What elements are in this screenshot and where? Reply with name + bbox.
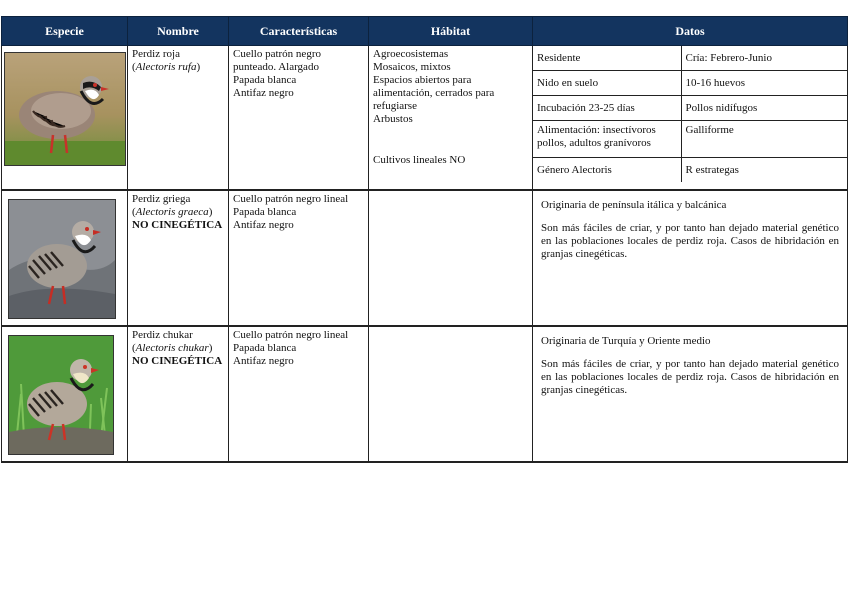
header-datos: Datos <box>533 17 848 46</box>
scientific-paren-open: ( <box>132 205 136 218</box>
nombre-cell <box>128 46 229 190</box>
common-name: Perdiz chukar <box>132 328 193 341</box>
origin-text: Originaria de península itálica y balcánica <box>541 198 727 211</box>
datos-value: Residente <box>533 46 681 71</box>
datos-value: Galliforme <box>681 121 847 158</box>
datos-row <box>533 158 847 183</box>
datos-row <box>533 71 847 96</box>
datos-value: Alimentación: insectívoros pollos, adultos granívoros <box>533 121 681 158</box>
scientific-paren-open: ( <box>132 61 136 73</box>
header-caracteristicas: Características <box>229 17 369 46</box>
trait: Antifaz negro <box>233 218 294 231</box>
trait: Antifaz negro <box>233 87 294 99</box>
scientific-name-line <box>132 61 224 74</box>
common-name: Perdiz griega <box>132 192 191 205</box>
datos-value: R estrategas <box>681 158 847 183</box>
scientific-name: Alectoris chukar <box>135 341 209 354</box>
datos-cell <box>533 46 848 190</box>
species-photo-cell <box>2 326 128 462</box>
datos-value: Incubación 23-25 días <box>533 96 681 121</box>
habitat-item: Arbustos <box>373 113 413 125</box>
table-row <box>2 190 848 326</box>
habitat-cell <box>369 46 533 190</box>
caracteristicas-cell <box>229 46 369 190</box>
nombre-cell <box>128 190 229 326</box>
caracteristicas-cell <box>229 190 369 326</box>
trait: Antifaz negro <box>233 354 294 367</box>
datos-subtable <box>533 46 847 182</box>
common-name: Perdiz roja <box>132 48 180 60</box>
datos-value: Pollos nidífugos <box>681 96 847 121</box>
header-habitat: Hábitat <box>369 17 533 46</box>
habitat-item: Espacios abiertos para alimentación, cerrados para refugiarse <box>373 74 495 112</box>
header-especie: Especie <box>2 17 128 46</box>
datos-text <box>537 329 843 413</box>
description-text: Son más fáciles de criar, y por tanto han dejado material genético en las poblaciones locales de perdiz roja. Casos de hibridación en granjas cinegéticas. <box>541 357 839 396</box>
scientific-name-line <box>132 206 224 219</box>
trait: Cuello patrón negro lineal <box>233 328 349 341</box>
habitat-item: Agroecosistemas <box>373 48 449 60</box>
habitat-item: Mosaicos, mixtos <box>373 61 451 73</box>
trait: Cuello patrón negro punteado. Alargado <box>233 48 321 73</box>
bird-photo <box>4 52 126 166</box>
species-photo-cell <box>2 46 128 190</box>
table-row <box>2 46 848 190</box>
datos-value: Género Alectoris <box>533 158 681 183</box>
datos-row <box>533 96 847 121</box>
habitat-cell <box>369 190 533 326</box>
scientific-name-line <box>132 342 224 355</box>
datos-value: Nido en suelo <box>533 71 681 96</box>
datos-row <box>533 121 847 158</box>
scientific-name: Alectoris graeca <box>135 205 209 218</box>
origin-text: Originaria de Turquía y Oriente medio <box>541 334 711 347</box>
trait: Papada blanca <box>233 74 297 86</box>
datos-cell <box>533 326 848 462</box>
scientific-name: Alectoris rufa <box>135 61 197 73</box>
datos-text <box>537 193 843 277</box>
scientific-paren-close: ) <box>196 61 201 73</box>
scientific-paren-open: ( <box>132 341 136 354</box>
status-label: NO CINEGÉTICA <box>132 354 223 367</box>
scientific-paren-close: ) <box>208 205 213 218</box>
habitat-cell <box>369 326 533 462</box>
status-label: NO CINEGÉTICA <box>132 218 223 231</box>
bird-photo <box>8 335 114 455</box>
datos-value: 10-16 huevos <box>681 71 847 96</box>
header-nombre: Nombre <box>128 17 229 46</box>
spacer <box>373 126 528 154</box>
species-table <box>1 16 848 463</box>
header-row <box>2 17 848 46</box>
datos-value: Cría: Febrero-Junio <box>681 46 847 71</box>
caracteristicas-cell <box>229 326 369 462</box>
trait: Papada blanca <box>233 205 297 218</box>
bird-photo <box>8 199 116 319</box>
species-photo-cell <box>2 190 128 326</box>
description-text: Son más fáciles de criar, y por tanto han dejado material genético en las poblaciones locales de perdiz roja. Casos de hibridación en granjas cinegéticas. <box>541 221 839 260</box>
trait: Papada blanca <box>233 341 297 354</box>
datos-row <box>533 46 847 71</box>
trait: Cuello patrón negro lineal <box>233 192 349 205</box>
habitat-note: Cultivos lineales NO <box>373 154 466 166</box>
datos-cell <box>533 190 848 326</box>
scientific-paren-close: ) <box>208 341 213 354</box>
nombre-cell <box>128 326 229 462</box>
table-row <box>2 326 848 462</box>
